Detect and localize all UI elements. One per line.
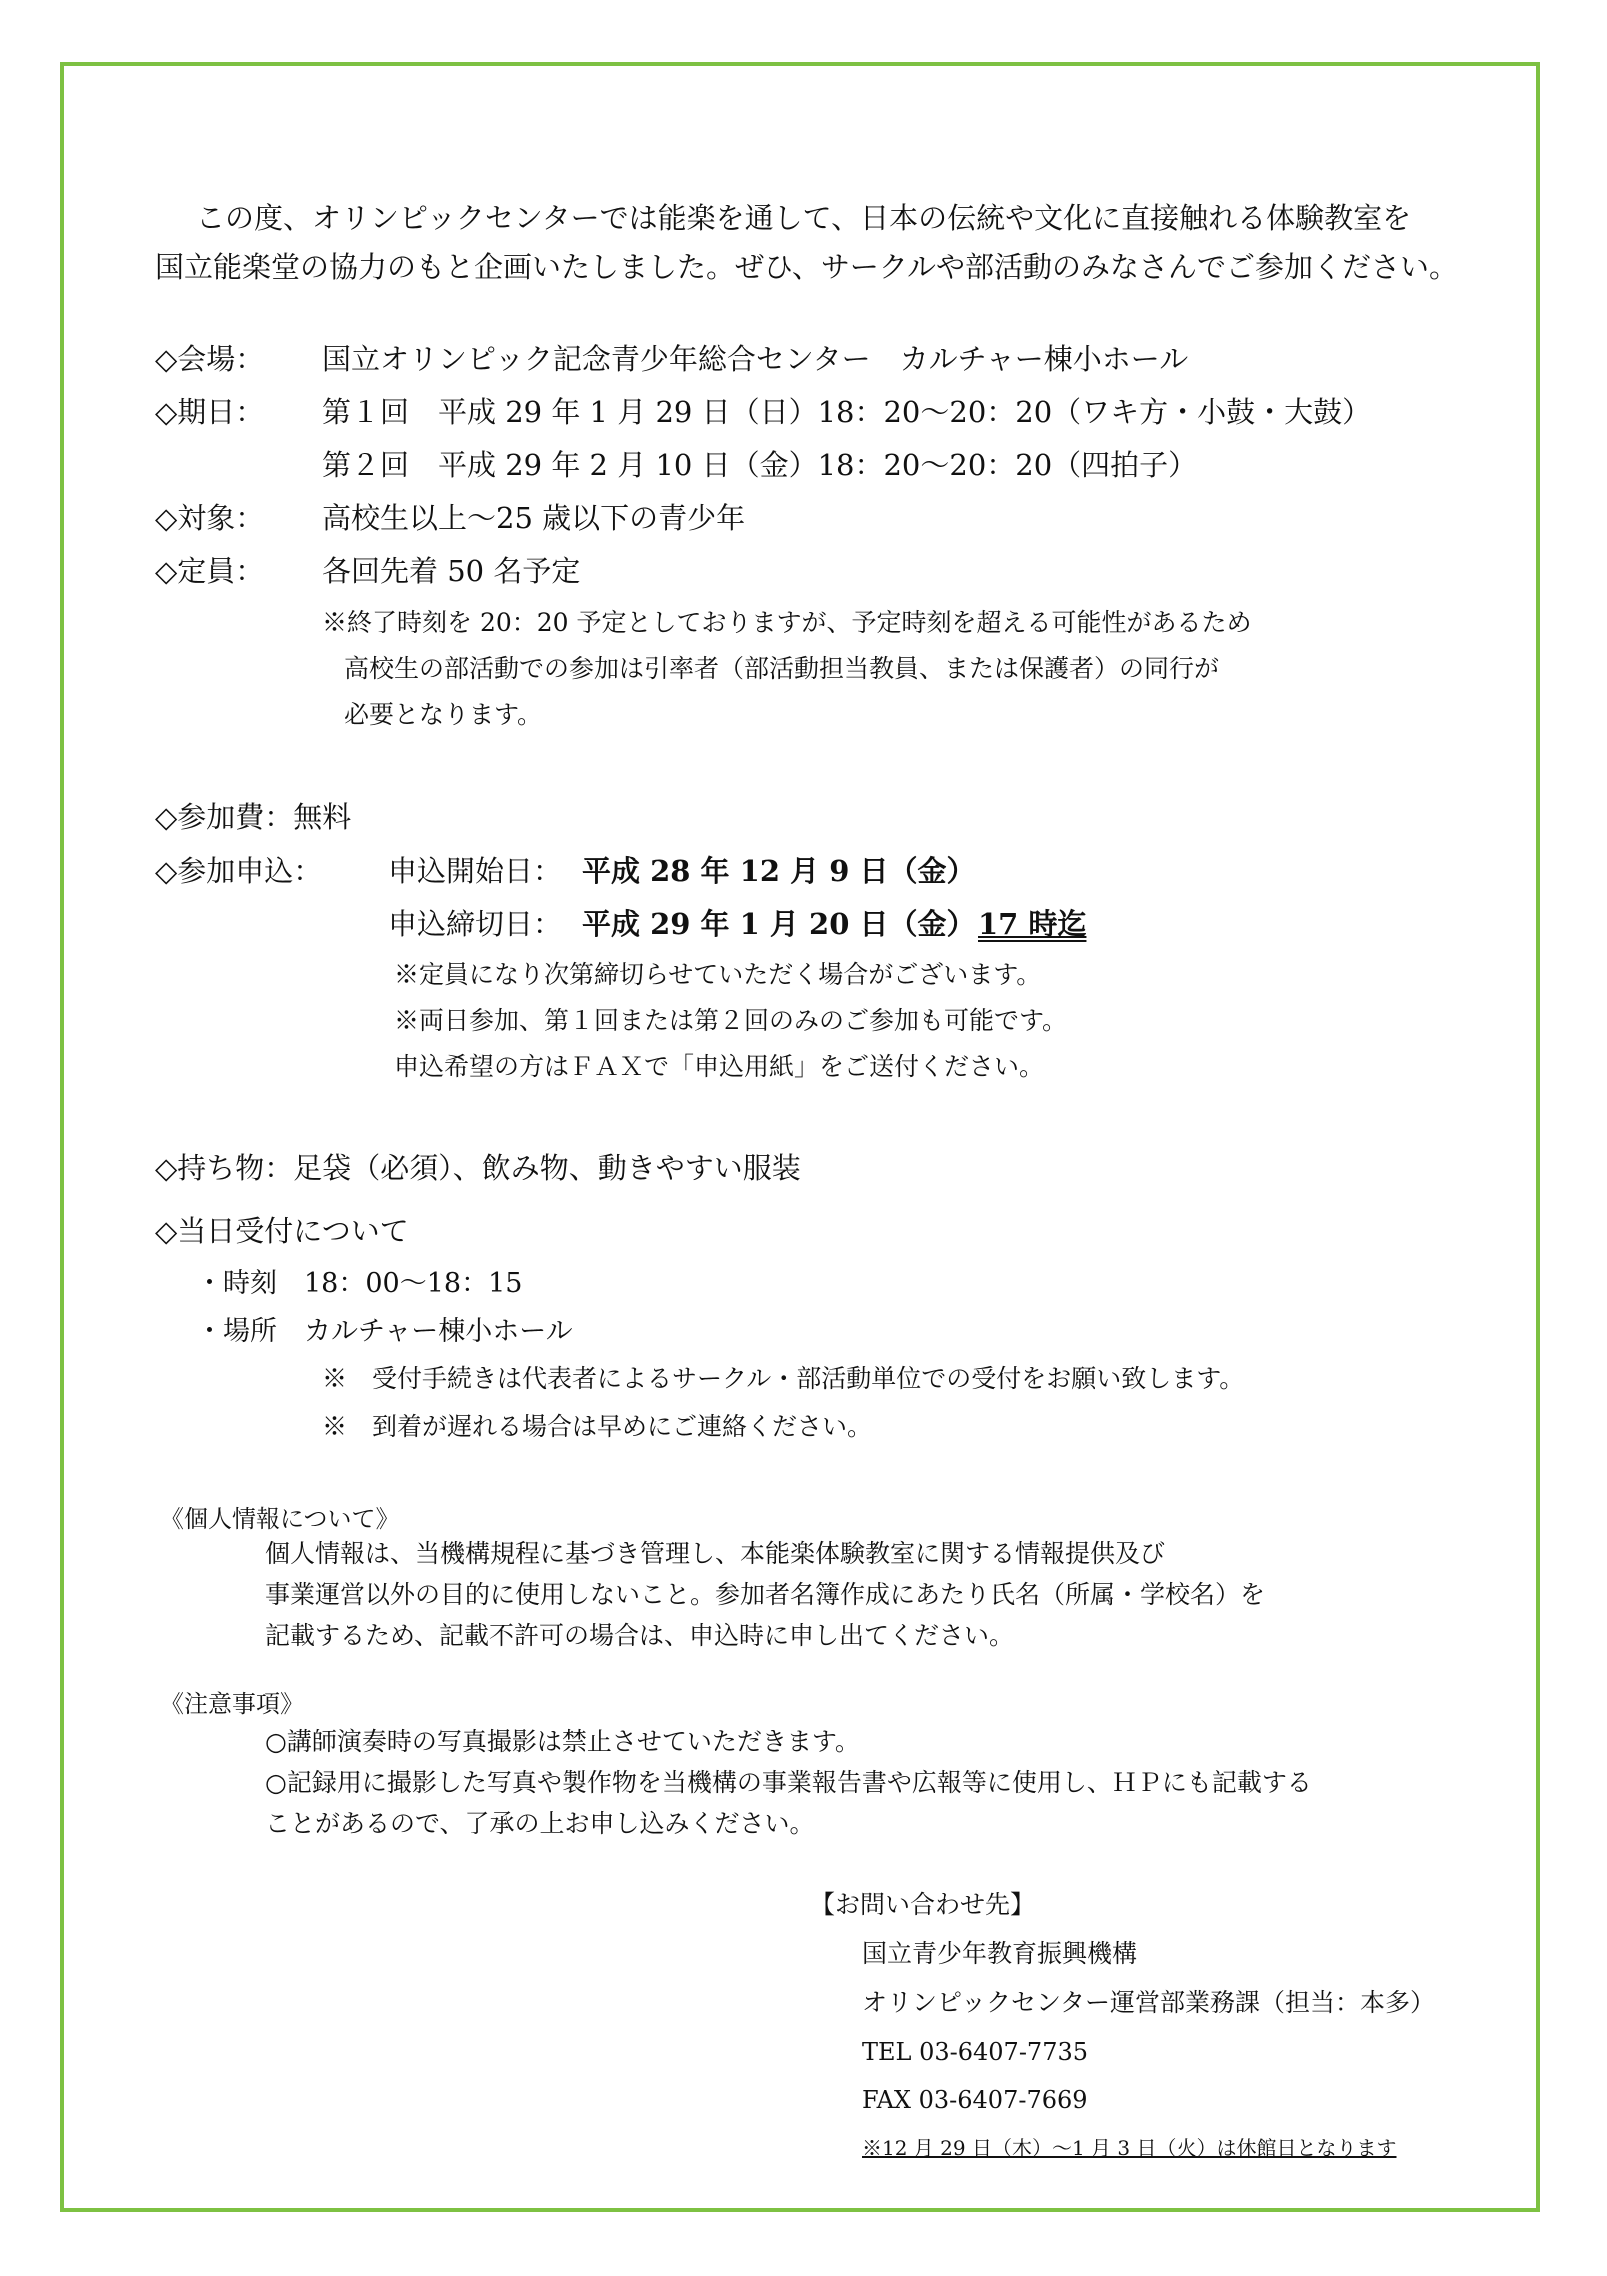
capacity-label: ◇定員： [155,554,265,588]
target-label: ◇対象： [155,501,265,535]
reception-heading: ◇当日受付について [155,1214,409,1248]
reception-note-1: ※ 受付手続きは代表者によるサークル・部活動単位での受付をお願い致します。 [322,1364,1245,1393]
start-value: 平成 28 年 12 月 9 日（金） [582,854,976,888]
fee-label: ◇参加費：無料 [155,800,352,834]
privacy-line-3: 記載するため、記載不許可の場合は、申込時に申し出てください。 [265,1621,1015,1650]
capacity-note-2: 高校生の部活動での参加は引率者（部活動担当教員、または保護者）の同行が [344,654,1220,683]
notes-line-2: ○記録用に撮影した写真や製作物を当機構の事業報告書や広報等に使用し、ＨＰにも記載する [265,1768,1312,1797]
privacy-line-2: 事業運営以外の目的に使用しないこと。参加者名簿作成にあたり氏名（所属・学校名）を [265,1580,1266,1609]
notes-line-3: ことがあるので、了承の上お申し込みください。 [265,1809,815,1838]
application-note-2: ※両日参加、第１回または第２回のみのご参加も可能です。 [394,1006,1068,1035]
application-note-1: ※定員になり次第締切らせていただく場合がございます。 [394,960,1042,989]
contact-heading: 【お問い合わせ先】 [810,1890,1036,1919]
venue-label: ◇会場： [155,342,265,376]
deadline-label: 申込締切日： [388,907,563,941]
contact-tel: TEL 03-6407-7735 [862,2038,1089,2066]
deadline-value: 平成 29 年 1 月 20 日（金） [582,907,976,941]
page-border [60,62,1540,2212]
deadline-time: 17 時迄 [978,907,1087,941]
belongings: ◇持ち物：足袋（必須）、飲み物、動きやすい服装 [155,1151,801,1185]
application-label: ◇参加申込： [155,854,323,888]
intro-line-1: この度、オリンピックセンターでは能楽を通して、日本の伝統や文化に直接触れる体験教室を [196,201,1412,235]
application-note-3: 申込希望の方はＦＡＸで「申込用紙」をご送付ください。 [394,1052,1045,1081]
contact-fax: FAX 03-6407-7669 [862,2086,1088,2114]
contact-dept: オリンピックセンター運営部業務課（担当：本多） [862,1988,1436,2017]
venue-value: 国立オリンピック記念青少年総合センター カルチャー棟小ホール [322,342,1189,376]
reception-note-2: ※ 到着が遅れる場合は早めにご連絡ください。 [322,1412,873,1441]
capacity-note-3: 必要となります。 [344,700,543,729]
privacy-heading: 《個人情報について》 [160,1505,400,1533]
notes-heading: 《注意事項》 [160,1690,304,1718]
target-value: 高校生以上〜25 歳以下の青少年 [322,501,746,535]
notes-line-1: ○講師演奏時の写真撮影は禁止させていただきます。 [265,1727,860,1756]
capacity-note-1: ※終了時刻を 20：20 予定としておりますが、予定時刻を超える可能性があるため [322,608,1252,637]
closed-days-note: ※12 月 29 日（木）〜1 月 3 日（火）は休館日となります [862,2136,1397,2160]
date-label: ◇期日： [155,395,265,429]
session-2: 第２回 平成 29 年 2 月 10 日（金）18：20〜20：20（四拍子） [322,448,1198,482]
intro-line-2: 国立能楽堂の協力のもと企画いたしました。ぜひ、サークルや部活動のみなさんでご参加ください。 [155,250,1458,284]
contact-org: 国立青少年教育振興機構 [862,1939,1138,1968]
capacity-value: 各回先着 50 名予定 [322,554,581,588]
start-label: 申込開始日： [388,854,563,888]
reception-place: ・場所 カルチャー棟小ホール [196,1316,573,1347]
reception-time: ・時刻 18：00〜18：15 [196,1268,523,1299]
privacy-line-1: 個人情報は、当機構規程に基づき管理し、本能楽体験教室に関する情報提供及び [265,1539,1166,1568]
session-1: 第１回 平成 29 年 1 月 29 日（日）18：20〜20：20（ワキ方・小鼓・大鼓） [322,395,1372,429]
